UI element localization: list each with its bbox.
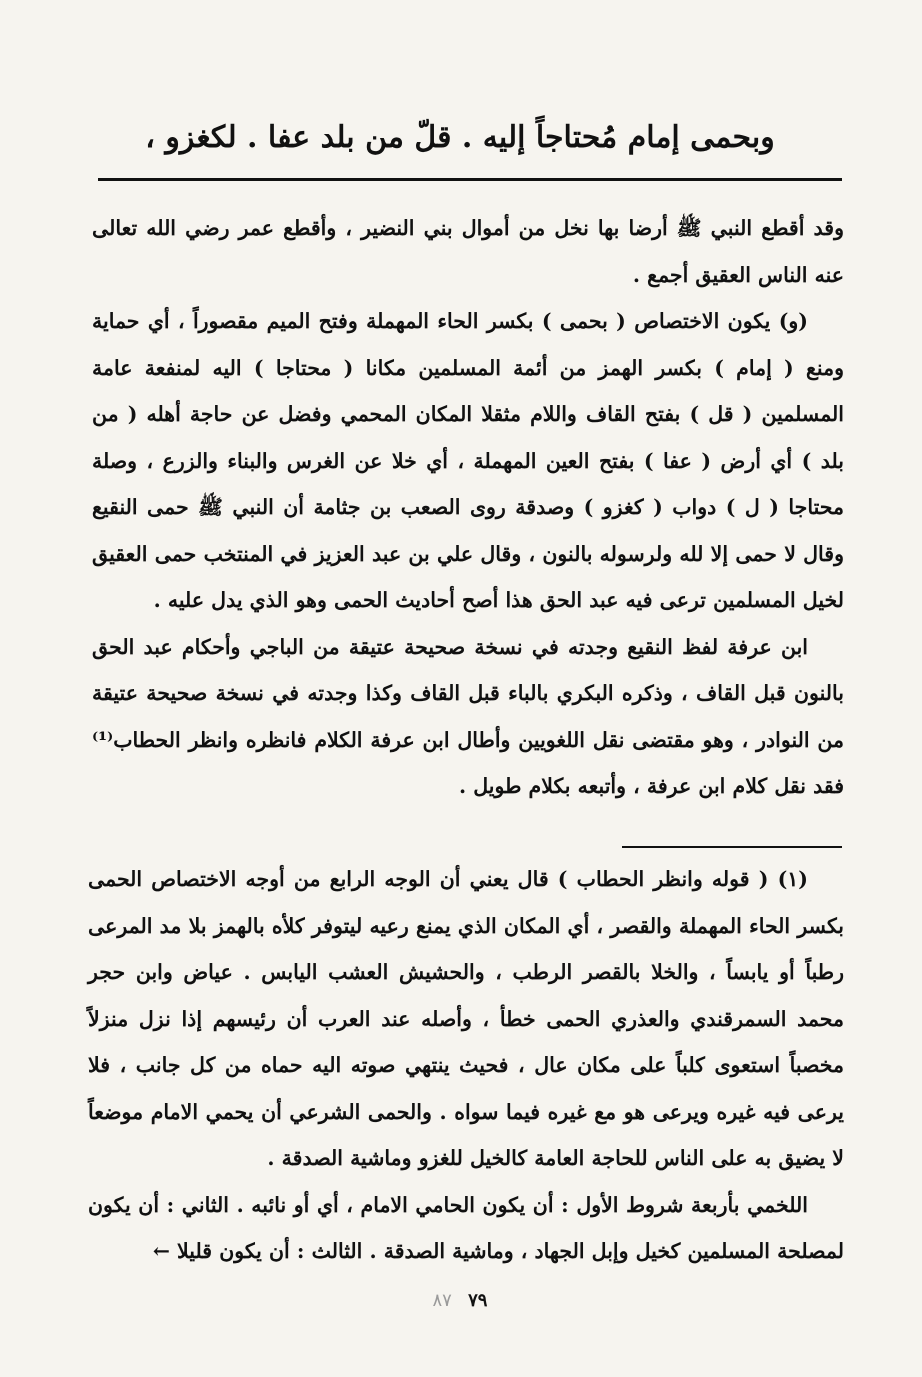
- matn-heading: وبحمى إمام مُحتاجاً إليه . قلّ من بلد عفا . لكغزو ،: [145, 120, 775, 155]
- footnote-1: (١) ( قوله وانظر الحطاب ) قال يعني أن الوجه الرابع من أوجه الاختصاص الحمى بكسر الحاء المهملة والقصر ، أي المكان الذي يمنع رعيه ليتوفر كلأه بالهمز بلا مد المرعى رطباً أو يابساً ، والخلا بالقصر الرطب ، والحشيش العشب اليابس . عياض وابن حجر محمد السمرقندي والعذري الحمى خطأ ، وأصله عند العرب أن رئيسهم إذا نزل منزلاً مخصباً استعوى كلباً على مكان عال ، فحيث ينتهي صوته اليه حماه من كل جانب ، فلا يرعى فيه غيره ويرعى هو مع غيره فيما سواه . والحمى الشرعي أن يحمي الامام موضعاً لا يضيق به على الناس للحاجة العامة كالخيل للغزو وماشية الصدقة .: [88, 867, 844, 1170]
- footnote-divider: [622, 846, 842, 848]
- footnote-continuation: اللخمي بأربعة شروط الأول : أن يكون الحامي الامام ، أي أو نائبه . الثاني : أن يكون لمصلحة المسلمين كخيل وإبل الجهاد ، وماشية الصدقة . الثالث : أن يكون قليلا ←: [88, 1192, 844, 1263]
- page-number: [380, 1290, 540, 1311]
- footnotes: [88, 856, 844, 1275]
- body-paragraph-1: وقد أقطع النبي ﷺ أرضا بها نخل من أموال بني النضير ، وأقطع عمر رضي الله تعالى عنه الناس العقيق أجمع .: [92, 216, 844, 287]
- page-number-main: ٧٩: [468, 1290, 488, 1311]
- top-divider: [98, 178, 842, 181]
- commentary-body: [92, 205, 844, 810]
- body-paragraph-2: (و) يكون الاختصاص ( بحمى ) بكسر الحاء المهملة وفتح الميم مقصوراً ، أي حماية ومنع ( إمام ) بكسر الهمز من أئمة المسلمين مكانا ( محتاجا ) اليه لمنفعة عامة المسلمين ( قل ) بفتح القاف واللام مثقلا المكان المحمي وفضل عن حاجة أهله ( من بلد ) أي أرض ( عفا ) بفتح العين المهملة ، أي خلا عن الغرس والبناء والزرع ، وصلة محتاجا ( ل ) دواب ( كغزو ) وصدقة روى الصعب بن جثامة أن النبي ﷺ حمى النقيع وقال لا حمى إلا لله ولرسوله بالنون ، وقال علي بن عبد العزيز في المنتخب حمى العقيق لخيل المسلمين ترعى فيه عبد الحق هذا أصح أحاديث الحمى وهو الذي يدل عليه .: [92, 309, 844, 612]
- page-number-faint: ٨٧: [432, 1290, 452, 1311]
- body-paragraph-3: ابن عرفة لفظ النقيع وجدته في نسخة صحيحة عتيقة من الباجي وأحكام عبد الحق بالنون قبل القاف ، وذكره البكري بالباء قبل القاف وكذا وجدته في نسخة صحيحة عتيقة من النوادر ، وهو مقتضى نقل اللغويين وأطال ابن عرفة الكلام فانظره وانظر الحطاب⁽¹⁾ فقد نقل كلام ابن عرفة ، وأتبعه بكلام طويل .: [92, 634, 844, 798]
